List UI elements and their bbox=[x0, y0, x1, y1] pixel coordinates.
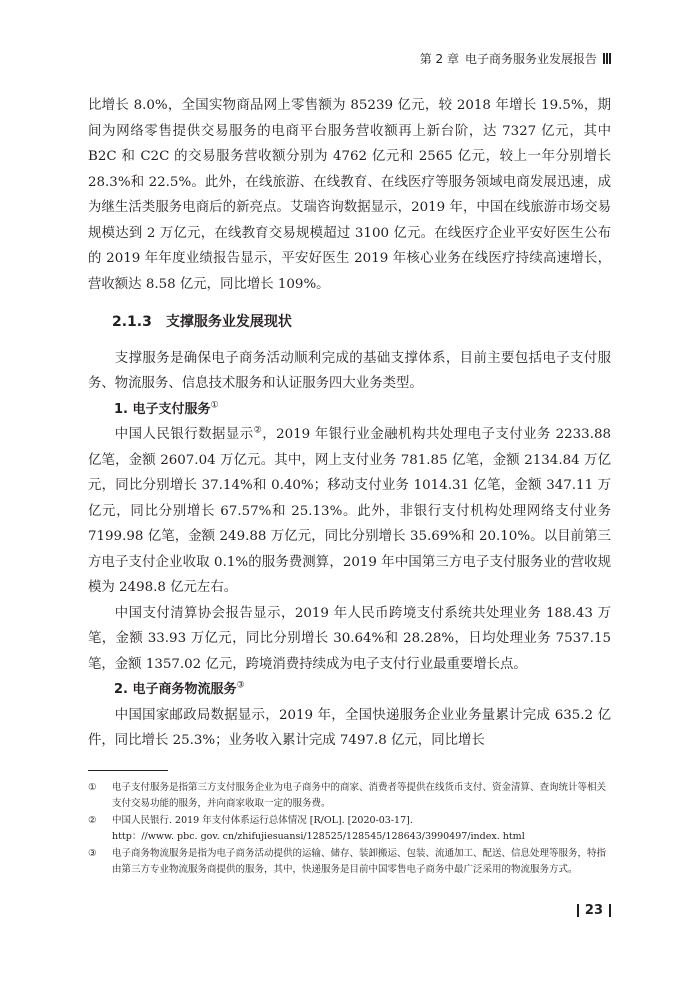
subsection-heading-payment: 1. 电子支付服务① bbox=[114, 400, 219, 417]
header-bars-icon bbox=[603, 53, 611, 64]
footnote-2: ② 中国人民银行. 2019 年支付体系运行总体情况 [R/OL]. [2020-03-17]. http：//www. pbc. gov. cn/zhifujiesuansi/128525/128545/128643/3990497/index. html bbox=[88, 815, 525, 842]
footnotes bbox=[88, 780, 611, 879]
section-title: 支撑服务业发展现状 bbox=[165, 314, 292, 330]
page-bar-left-icon bbox=[577, 904, 579, 917]
chapter-label: 第 2 章 bbox=[419, 52, 459, 66]
page-bar-right-icon bbox=[609, 904, 611, 917]
paragraph-3: 中国人民银行数据显示②，2019 年银行业金融机构共处理电子支付业务 2233.88 亿笔，金额 2607.04 万亿元。其中，网上支付业务 781.85 亿笔，金额 2134.84 万亿元，同比分别增长 37.14%和 0.40%；移动支付业务 1014.31 亿笔，金额 347.11 万亿元，同比分别增长 67.57%和 25.13%。此外，非银行支付机构处理网络支付业务 7199.98 亿笔，金额 249.88 万亿元，同比分别增长 35.69%和 20.10%。以目前第三方电子支付企业收取 0.1%的服务费测算，2019 年中国第三方电子支付服务业的营收规模为 2498.8 亿元左右。 bbox=[88, 425, 612, 595]
chapter-title: 电子商务服务业发展报告 bbox=[464, 52, 597, 66]
footnote-3: ③ 电子商务物流服务是指为电子商务活动提供的运输、储存、装卸搬运、包装、流通加工、配送、信息处理等服务，特指由第三方专业物流服务商提供的服务，其中，快递服务是目前中国零售电子商务中最广泛采用的物流服务方式。 bbox=[88, 848, 607, 875]
body-text bbox=[88, 93, 611, 754]
paragraph-2: 支撑服务是确保电子商务活动顺利完成的基础支撑体系，目前主要包括电子支付服务、物流服务、信息技术服务和认证服务四大业务类型。 bbox=[88, 350, 611, 391]
footnote-1: ① 电子支付服务是指第三方支付服务企业为电子商务中的商家、消费者等提供在线货币支付、资金清算、查询统计等相关支付交易功能的服务，并向商家收取一定的服务费。 bbox=[88, 782, 607, 809]
paragraph-1: 比增长 8.0%，全国实物商品网上零售额为 85239 亿元，较 2018 年增长 19.5%，期间为网络零售提供交易服务的电商平台服务营收额再上新台阶，达 7327 亿元，其中 B2C 和 C2C 的交易服务营收额分别为 4762 亿元和 2565 亿元，较上一年分别增长 28.3%和 22.5%。此外，在线旅游、在线教育、在线医疗等服务领域电商发展迅速，成为继生活类服务电商后的新亮点。艾瑞咨询数据显示，2019 年，中国在线旅游市场交易规模达到 2 万亿元，在线教育交易规模超过 3100 亿元。在线医疗企业平安好医生公布的 2019 年年度业绩报告显示，平安好医生 2019 年核心业务在线医疗持续高速增长，营收额达 8.58 亿元，同比增长 109%。 bbox=[88, 98, 611, 292]
section-number: 2.1.3 bbox=[112, 314, 152, 330]
footnote-ref-2[interactable]: ② bbox=[253, 425, 263, 436]
paragraph-5: 中国国家邮政局数据显示，2019 年，全国快递服务企业业务量累计完成 635.2 亿件，同比增长 25.3%；业务收入累计完成 7497.8 亿元，同比增长 bbox=[88, 707, 611, 748]
footnote-divider bbox=[88, 770, 168, 771]
section-heading bbox=[112, 310, 611, 336]
page-number: 23 bbox=[577, 903, 611, 918]
running-header bbox=[420, 50, 611, 67]
subsection-heading-logistics: 2. 电子商务物流服务③ bbox=[114, 680, 245, 697]
footnote-ref-3[interactable]: ③ bbox=[236, 680, 245, 691]
footnote-ref-1[interactable]: ① bbox=[210, 400, 219, 411]
paragraph-4: 中国支付清算协会报告显示，2019 年人民币跨境支付系统共处理业务 188.43 万笔，金额 33.93 万亿元，同比分别增长 30.64%和 28.28%，日均处理业务 7537.15 笔，金额 1357.02 亿元，跨境消费持续成为电子支付行业最重要增长点。 bbox=[88, 605, 611, 672]
footnote-url[interactable]: http：//www. pbc. gov. cn/zhifujiesuansi/128525/128545/128643/3990497/index. html bbox=[112, 830, 525, 842]
